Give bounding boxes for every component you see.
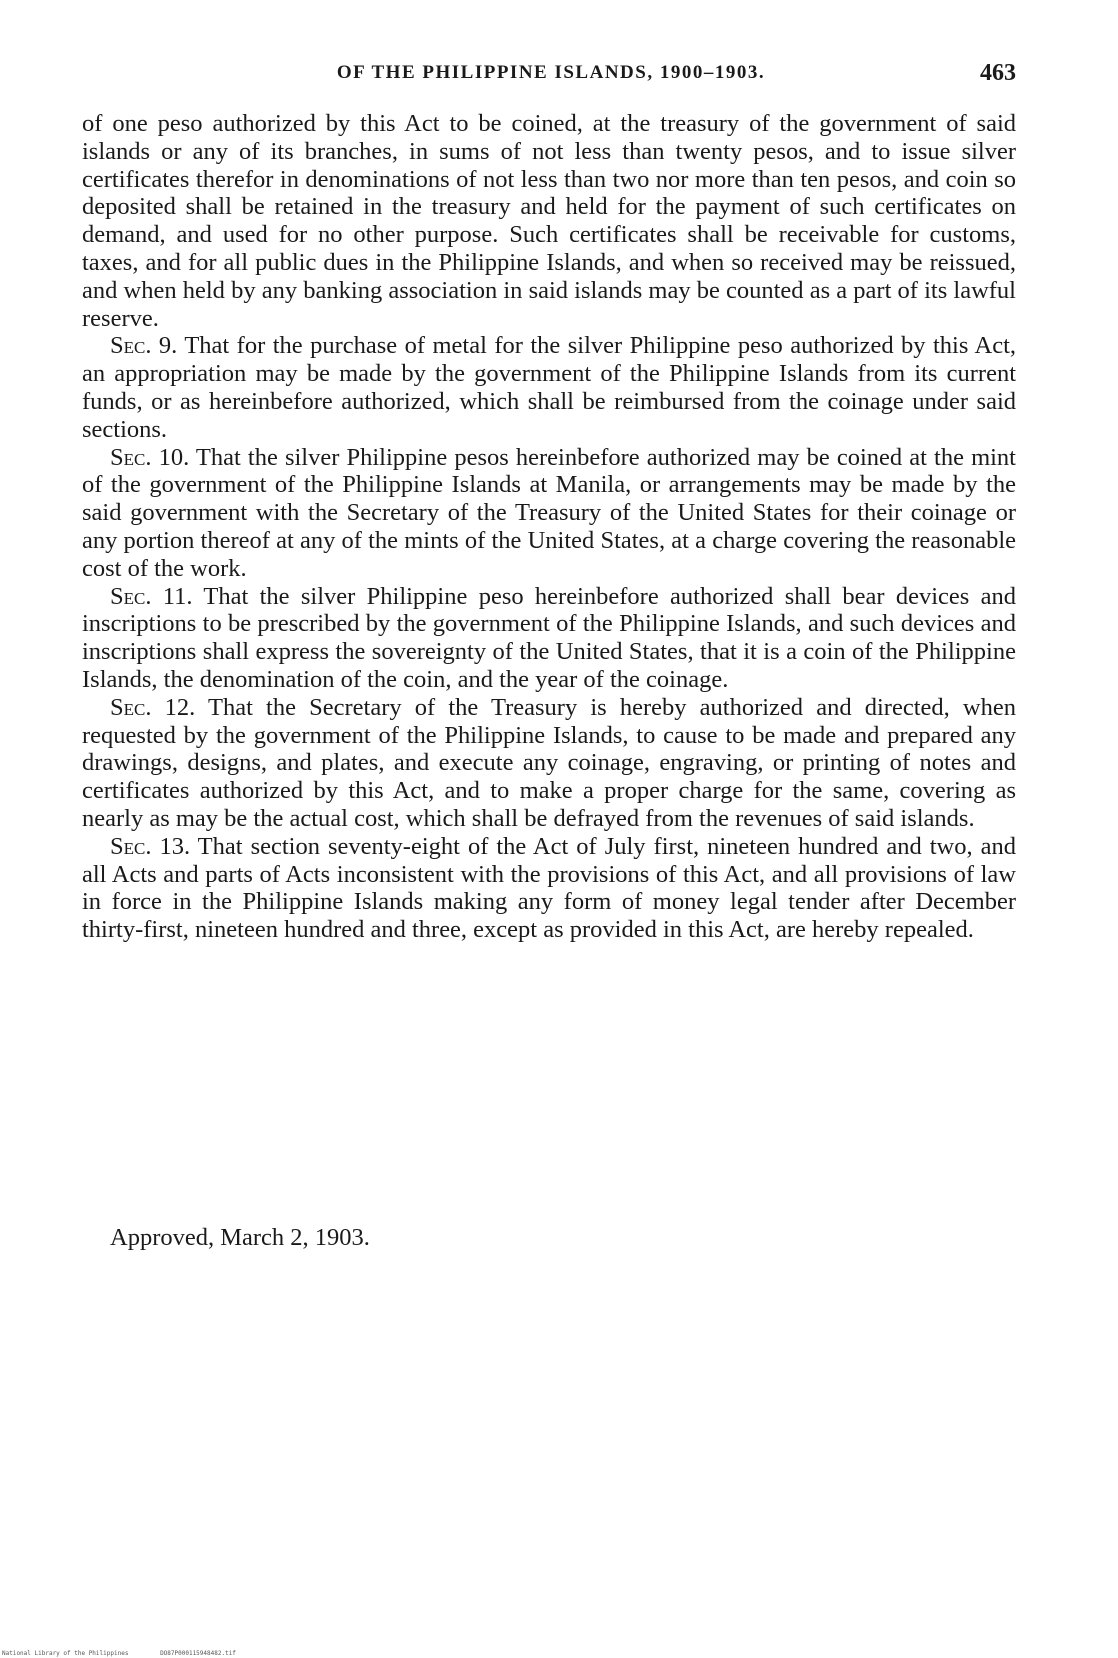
body-text — [82, 110, 1016, 944]
page-number: 463 — [980, 60, 1016, 86]
section-text: That the Secretary of the Treasury is hereby authorized and directed, when requested by the government of the Philippine Islands, to cause to be made and prepared any drawings, designs, and plates, and execute any coinage, engraving, or printing of notes and certificates authorized by this Act, and to make a proper charge for the same, covering as nearly as may be the actual cost, which shall be defrayed from the revenues of said islands. — [82, 693, 1016, 832]
running-head — [86, 62, 1016, 92]
section-text: That the silver Philippine peso hereinbefore authorized shall bear devices and inscriptions to be prescribed by the government of the Philippine Islands, and such devices and inscriptions shall express the sovereignty of the United States, that it is a coin of the Philippine Islands, the denomination of the coin, and the year of the coinage. — [82, 582, 1016, 693]
section-9 — [82, 332, 1016, 443]
running-title: OF THE PHILIPPINE ISLANDS, 1900–1903. — [336, 62, 766, 83]
section-text: That for the purchase of metal for the silver Philippine peso authorized by this Act, an appropriation may be made by the government of the Philippine Islands from its current funds, or as hereinbefore authorized, which shall be reimbursed from the coinage under said sections. — [82, 332, 1016, 443]
paragraph-text: of one peso authorized by this Act to be coined, at the treasury of the government of said islands or any of its branches, in sums of not less than twenty pesos, and to issue silver certificates therefor in denominations of not less than two nor more than ten pesos, and coin so deposited shall be retained in the treasury and held for the payment of such certificates on demand, and used for no other purpose. Such certificates shall be receivable for customs, taxes, and for all public dues in the Philippine Islands, and when so received may be reissued, and when held by any banking association in said islands may be counted as a part of its lawful reserve. — [82, 110, 1016, 332]
scan-footer — [2, 1650, 264, 1657]
section-label: Sec. 9. — [110, 332, 178, 360]
approval-line: Approved, March 2, 1903. — [110, 1224, 370, 1251]
section-label: Sec. 10. — [110, 443, 190, 471]
section-label: Sec. 11. — [110, 582, 193, 610]
section-10 — [82, 444, 1016, 583]
section-label: Sec. 13. — [110, 832, 191, 860]
footer-source: National Library of the Philippines — [2, 1650, 129, 1657]
section-12 — [82, 694, 1016, 833]
section-13 — [82, 833, 1016, 944]
section-text: That section seventy-eight of the Act of July first, nineteen hundred and two, and all Acts and parts of Acts inconsistent with the provisions of this Act, and all provisions of law in force in the Philippine Islands making any form of money legal tender after December thirty-first, nineteen hundred and three, except as provided in this Act, are hereby repealed. — [82, 832, 1016, 944]
section-text: That the silver Philippine pesos hereinbefore authorized may be coined at the mint of the government of the Philippine Islands at Manila, or arrangements may be made by the said government with the Secretary of the Treasury of the United States for their coinage or any portion thereof at any of the mints of the United States, at a charge covering the reasonable cost of the work. — [82, 443, 1016, 582]
section-11 — [82, 583, 1016, 694]
footer-file: DO87P000115948482.tif — [160, 1650, 236, 1657]
paragraph-continued — [82, 110, 1016, 332]
section-label: Sec. 12. — [110, 693, 196, 721]
